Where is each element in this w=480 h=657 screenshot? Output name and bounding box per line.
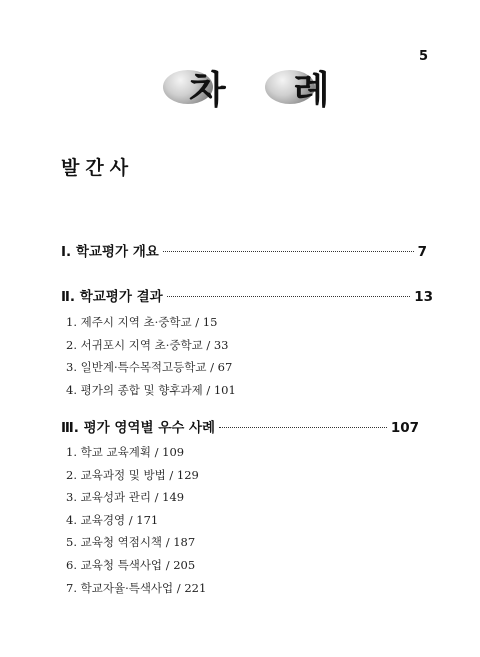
toc-item[interactable]: 3. 교육성과 관리 / 149 (66, 490, 185, 505)
section-page: 13 (414, 289, 433, 305)
page-number: 5 (419, 49, 429, 64)
dot-leader (163, 251, 414, 252)
toc-title (0, 62, 480, 122)
toc-item[interactable]: 1. 학교 교육계획 / 109 (66, 445, 185, 459)
toc-item[interactable]: 1. 제주시 지역 초·중학교 / 15 (66, 315, 218, 329)
section-label: I. 학교평가 개요 (61, 244, 159, 260)
toc-item[interactable]: 4. 교육경영 / 171 (66, 512, 159, 527)
toc-item[interactable]: 6. 교육청 특색사업 / 205 (66, 557, 196, 572)
section-label: Ⅱ. 학교평가 결과 (61, 289, 163, 305)
toc-item[interactable]: 3. 일반계·특수목적고등학교 / 67 (66, 360, 233, 375)
title-char-2: 례 (293, 68, 330, 112)
section-page: 7 (417, 244, 427, 260)
section-3-items (66, 441, 206, 599)
section-page: 107 (390, 420, 419, 436)
dot-leader (219, 427, 387, 428)
section-2-items (66, 311, 236, 401)
toc-item[interactable]: 2. 서귀포시 지역 초·중학교 / 33 (66, 337, 229, 352)
toc-item[interactable]: 4. 평가의 종합 및 향후과제 / 101 (66, 382, 236, 397)
toc-item[interactable]: 2. 교육과정 및 방법 / 129 (66, 467, 199, 482)
toc-item[interactable]: 7. 학교자율·특색사업 / 221 (66, 580, 207, 595)
preface-heading: 발간사 (61, 157, 135, 179)
toc-section-1[interactable] (61, 240, 427, 260)
toc-section-3[interactable] (61, 416, 419, 436)
section-label: Ⅲ. 평가 영역별 우수 사례 (61, 420, 216, 436)
toc-item[interactable]: 5. 교육청 역점시책 / 187 (66, 535, 196, 550)
dot-leader (167, 296, 411, 297)
toc-section-2[interactable] (61, 285, 433, 305)
title-char-1: 차 (189, 68, 226, 112)
